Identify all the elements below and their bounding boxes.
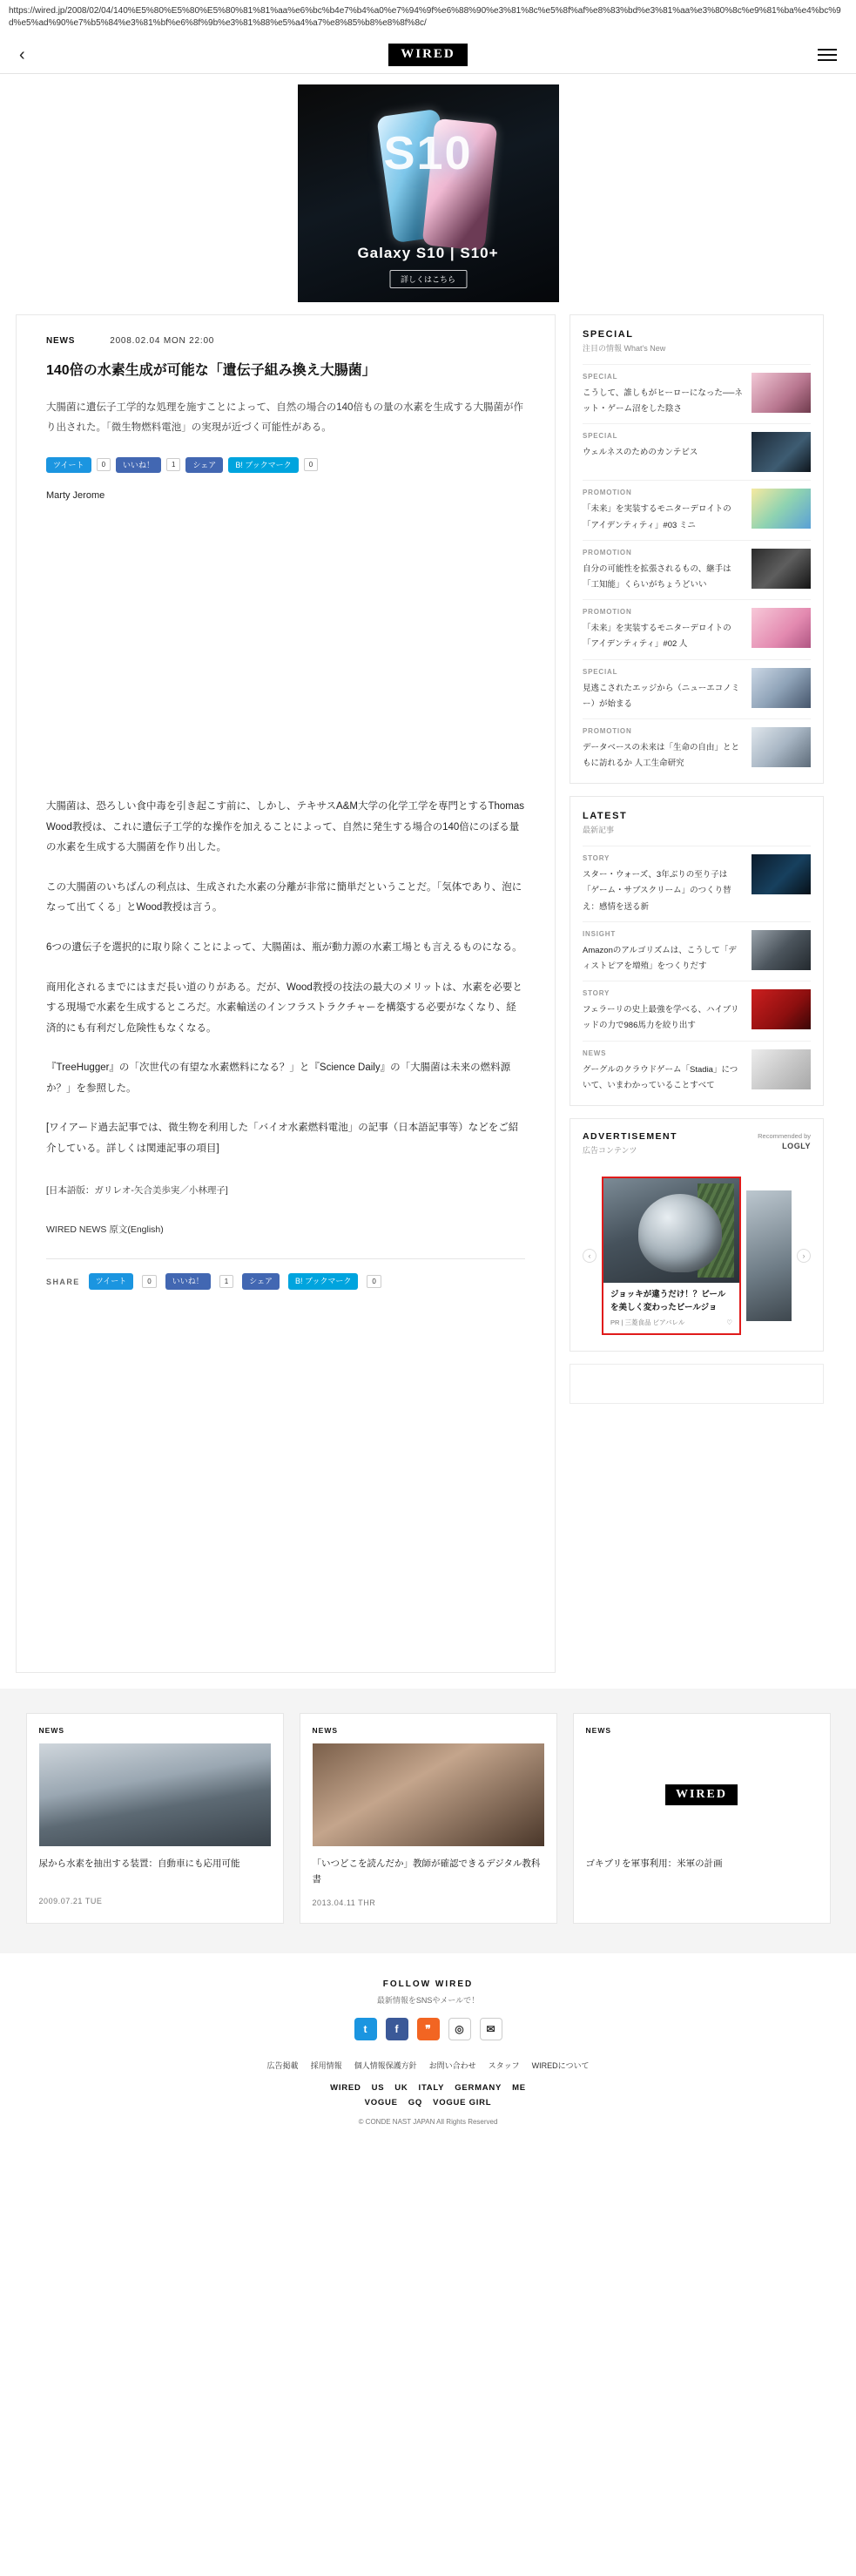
share-row-bottom	[46, 1258, 525, 1290]
list-item[interactable]	[583, 921, 811, 981]
item-kicker: STORY	[583, 854, 610, 863]
list-item[interactable]	[583, 1041, 811, 1100]
footer-link[interactable]: WIREDについて	[531, 2060, 590, 2070]
ad-product-name: S10	[383, 127, 473, 179]
latest-module	[570, 796, 824, 1106]
related-articles-row	[16, 1713, 840, 1924]
twitter-icon[interactable]: t	[354, 2018, 377, 2040]
article-byline: Marty Jerome	[46, 490, 105, 502]
item-title: 「未来」を実装するモニターデロイトの「アイデンティティ」#02 人	[583, 624, 731, 650]
footer-link[interactable]: スタッフ	[488, 2060, 520, 2070]
item-kicker: PROMOTION	[583, 548, 632, 556]
item-thumbnail	[752, 854, 811, 894]
share-label: SHARE	[46, 1277, 80, 1286]
advertisement-subtitle: 広告コンテンツ	[583, 1145, 637, 1155]
share-row-top	[46, 457, 525, 474]
footer-brand[interactable]: ME	[512, 2082, 526, 2093]
item-thumbnail	[752, 1049, 811, 1089]
tweet-count: 0	[142, 1275, 156, 1288]
list-item[interactable]	[583, 718, 811, 778]
back-button[interactable]: ‹	[19, 44, 25, 64]
related-title: ゴキブリを軍事利用：米軍の計画	[585, 1858, 723, 1869]
item-kicker: PROMOTION	[583, 489, 632, 497]
item-title: スター・ウォーズ、3年ぶりの至り子は「ゲーム・サブスクリーム」のつくり替え：感情を送る新	[583, 870, 731, 912]
list-item[interactable]	[583, 981, 811, 1040]
footer-brands-primary	[0, 2083, 856, 2093]
follow-title: FOLLOW WIRED	[382, 1979, 474, 1989]
article-kicker: NEWS	[46, 336, 76, 346]
tweet-button[interactable]: ツイート	[46, 457, 91, 474]
social-links	[0, 2018, 856, 2040]
item-kicker: STORY	[583, 989, 610, 998]
hatena-count: 0	[367, 1275, 381, 1288]
menu-bar-3	[818, 59, 837, 61]
item-kicker: PROMOTION	[583, 726, 632, 735]
article-paragraph: この大腸菌のいちばんの利点は、生成された水素の分離が非常に簡単だということだ。「気体であり、泡になって出てくる」とWood教授は言う。	[46, 881, 522, 914]
like-count: 1	[219, 1275, 233, 1288]
footer-brand[interactable]: VOGUE	[364, 2097, 398, 2107]
special-module	[570, 314, 824, 784]
top-ad-banner[interactable]	[298, 84, 559, 302]
hatena-count: 0	[304, 458, 318, 471]
wired-logo[interactable]: WIRED	[388, 44, 468, 66]
special-subtitle: 注目の情報 What's New	[583, 344, 666, 353]
ad-card-title: ジョッキが違うだけ！？ビールを美しく変わったビールジョ	[610, 1289, 726, 1312]
latest-subtitle: 最新記事	[583, 826, 615, 835]
article-paragraph: 6つの遺伝子を選択的に取り除くことによって、大腸菌は、瓶が動力源の水素工場とも言えるものになる。	[46, 942, 522, 953]
special-title: SPECIAL	[583, 329, 634, 340]
item-thumbnail	[752, 549, 811, 589]
wired-logo: WIRED	[665, 1784, 738, 1805]
translator-note: [日本語版：ガリレオ-矢合美歩実／小林理子]	[46, 1184, 228, 1196]
item-kicker: SPECIAL	[583, 432, 618, 441]
related-card[interactable]	[300, 1713, 557, 1924]
list-item[interactable]	[583, 599, 811, 658]
menu-bar-2	[818, 54, 837, 56]
sidebar-placeholder	[570, 1364, 824, 1404]
item-kicker: SPECIAL	[583, 373, 618, 381]
item-title: グーグルのクラウドゲーム「Stadia」について、いまわかっていることすべて	[583, 1064, 738, 1090]
footer-brand[interactable]: GQ	[408, 2097, 423, 2107]
related-card[interactable]	[573, 1713, 831, 1924]
sidebar	[570, 314, 824, 1404]
article-paragraph: 大腸菌は、恐ろしい食中毒を引き起こす前に、しかし、テキサスA&M大学の化学工学を専門とするThomas Wood教授は、これに遺伝子工学的な操作を加えることによって、自然に発生する場合の140倍にのぼる量の水素を生成する大腸菌を作り出した。	[46, 801, 524, 853]
hatena-bookmark-button[interactable]: B! ブックマーク	[228, 457, 298, 474]
top-ad-container	[0, 74, 856, 314]
list-item[interactable]	[583, 846, 811, 921]
instagram-icon[interactable]: ◎	[448, 2018, 471, 2040]
list-item[interactable]	[583, 659, 811, 718]
mail-icon[interactable]: ✉	[480, 2018, 502, 2040]
article-paragraph: [ワイアード過去記事では、微生物を利用した「バイオ水素燃料電池」の記事（日本語記事等）などをご紹介している。詳しくは関連記事の項目]	[46, 1123, 519, 1154]
item-title: ウェルネスのためのカンテビス	[583, 448, 698, 458]
site-footer	[0, 1953, 856, 2148]
footer-link[interactable]: 採用情報	[310, 2060, 342, 2070]
like-button[interactable]: いいね！	[165, 1273, 211, 1290]
ad-provider-logo: LOGLY	[782, 1142, 811, 1151]
chevron-right-icon[interactable]: ›	[797, 1249, 811, 1263]
article-dek: 大腸菌に遺伝子工学的な処理を施すことによって、自然の場合の140倍もの量の水素を生成する大腸菌が作り出された。「微生物燃料電池」の実現が近づく可能性がある。	[46, 401, 523, 433]
article-paragraph: 商用化されるまでにはまだ長い道のりがある。だが、Wood教授の技法の最大のメリットは、水素を必要とする現場で水素を生成するところだ。水素輸送のインフラストラクチャーを構築する必要がなくなり、経済的にも有利だし危険性もなくなる。	[46, 981, 522, 1034]
item-thumbnail	[752, 373, 811, 413]
copyright: © CONDE NAST JAPAN All Rights Reserved	[358, 2117, 498, 2126]
footer-link[interactable]: お問い合わせ	[428, 2060, 476, 2070]
item-kicker: PROMOTION	[583, 608, 632, 617]
related-image	[39, 1743, 271, 1846]
article-paragraph: 『TreeHugger』の「次世代の有望な水素燃料になる？」と『Science Daily』の「大腸菌は未来の燃料源か？」を参照した。	[46, 1062, 511, 1094]
list-item[interactable]	[583, 480, 811, 539]
latest-title: LATEST	[583, 811, 628, 822]
article-date: 2008.02.04 MON 22:00	[110, 336, 215, 346]
rss-icon[interactable]: ❞	[417, 2018, 440, 2040]
advertisement-header	[583, 1131, 811, 1166]
item-kicker: SPECIAL	[583, 667, 618, 676]
item-title: 「未来」を実装するモニターデロイトの「アイデンティティ」#03 ミニ	[583, 504, 731, 530]
browser-url-bar[interactable]: https://wired.jp/2008/02/04/140%E5%80%E5%80%E5%80%81%81%aa%e6%bc%b4e7%b4%a0%e7%94%9f%e6%88%90%e3%81%8c%e5%8f%af%e8%83%bd%e3%81%aa%e3%80%8c%e9%81%ba%e4%bc%9d%e5%ad%90%e7%b5%84%e3%81%bf%e6%8f%9b%e3%81%88%e5%a4%a7%e8%85%b8%e8%8f%8c/	[0, 0, 856, 36]
ad-card-source: PR | 三菱食品 ビアバレル	[610, 1318, 685, 1327]
item-title: 自分の可能性を拡張されるもの、継手は「工知能」くらいがちょうどいい	[583, 563, 731, 590]
footer-links	[0, 2060, 856, 2071]
facebook-share-button[interactable]: シェア	[242, 1273, 280, 1290]
ad-card-next-preview[interactable]	[746, 1190, 792, 1321]
footer-brand[interactable]: ITALY	[418, 2082, 445, 2093]
footer-link[interactable]: 個人情報保護方針	[354, 2060, 417, 2070]
item-thumbnail	[752, 668, 811, 708]
item-kicker: INSIGHT	[583, 929, 617, 938]
footer-brands-secondary	[0, 2098, 856, 2107]
menu-icon[interactable]	[818, 45, 837, 64]
list-item[interactable]	[583, 423, 811, 480]
ad-card[interactable]	[602, 1177, 741, 1335]
related-title: 尿から水素を抽出する装置：自動車にも応用可能	[38, 1858, 240, 1869]
item-thumbnail	[752, 608, 811, 648]
item-thumbnail	[752, 432, 811, 472]
item-title: フェラーリの史上最強を学べる、ハイブリッドの力で986馬力を絞り出す	[583, 1005, 739, 1031]
footer-brand[interactable]: WIRED	[330, 2082, 361, 2093]
related-articles-section	[0, 1689, 856, 1953]
ad-title: Galaxy S10 | S10+	[357, 245, 499, 261]
ad-carousel	[583, 1177, 811, 1335]
heart-icon[interactable]: ♡	[726, 1318, 732, 1327]
list-item[interactable]	[583, 540, 811, 599]
related-date: 2013.04.11 THR	[312, 1898, 376, 1907]
item-kicker: NEWS	[583, 1049, 607, 1057]
tweet-count: 0	[97, 458, 111, 471]
footer-brand[interactable]: VOGUE GIRL	[433, 2097, 492, 2107]
item-title: こうして、誰しもがヒーローになった──ネット・ゲーム沼をした陰さ	[583, 388, 743, 415]
related-kicker: NEWS	[585, 1726, 612, 1735]
follow-subtitle: 最新情報をSNSやメールで！	[376, 1995, 480, 2005]
footer-brand[interactable]: GERMANY	[455, 2082, 502, 2093]
ad-card-image	[603, 1178, 739, 1283]
original-link[interactable]: WIRED NEWS 原文(English)	[46, 1224, 164, 1236]
related-title: 「いつどこを読んだか」教師が確認できるデジタル教科書	[312, 1858, 541, 1885]
ad-card-footer	[603, 1318, 739, 1333]
related-date: 2009.07.21 TUE	[38, 1897, 103, 1905]
recommended-by-label: Recommended by	[758, 1131, 811, 1140]
related-kicker: NEWS	[38, 1726, 65, 1735]
footer-brand[interactable]: UK	[394, 2082, 408, 2093]
ad-image-subject	[638, 1194, 722, 1272]
main-column	[16, 314, 556, 1673]
menu-bar-1	[818, 49, 837, 51]
article-meta	[46, 336, 525, 346]
footer-brand[interactable]: US	[371, 2082, 385, 2093]
list-item[interactable]	[583, 364, 811, 423]
page-title: 140倍の水素生成が可能な「遺伝子組み換え大腸菌」	[46, 363, 376, 378]
ad-cta-button[interactable]: 詳しくはこちら	[389, 270, 467, 288]
chevron-left-icon[interactable]: ‹	[583, 1249, 597, 1263]
page-body	[0, 314, 856, 1673]
facebook-icon[interactable]: f	[386, 2018, 408, 2040]
advertisement-title: ADVERTISEMENT	[583, 1130, 677, 1142]
item-thumbnail	[752, 930, 811, 970]
related-image	[586, 1743, 818, 1846]
item-thumbnail	[752, 727, 811, 767]
hatena-bookmark-button[interactable]: B! ブックマーク	[288, 1273, 358, 1290]
article	[16, 314, 556, 1673]
item-title: 見逃こされたエッジから（ニューエコノミー）が始まる	[583, 683, 740, 709]
footer-link[interactable]: 広告掲載	[266, 2060, 299, 2070]
like-count: 1	[166, 458, 180, 471]
item-title: データベースの未来は「生命の自由」とともに訪れるか 人工生命研究	[583, 742, 740, 769]
like-button[interactable]: いいね！	[116, 457, 161, 474]
related-image	[313, 1743, 544, 1846]
item-thumbnail	[752, 489, 811, 529]
facebook-share-button[interactable]: シェア	[185, 457, 223, 474]
tweet-button[interactable]: ツイート	[89, 1273, 134, 1290]
related-card[interactable]	[26, 1713, 284, 1924]
advertisement-module	[570, 1118, 824, 1352]
related-kicker: NEWS	[312, 1726, 339, 1735]
site-header	[0, 36, 856, 74]
item-thumbnail	[752, 989, 811, 1029]
item-title: Amazonのアルゴリズムは、こうして「ディストピアを増殖」をつくりだす	[583, 945, 737, 971]
